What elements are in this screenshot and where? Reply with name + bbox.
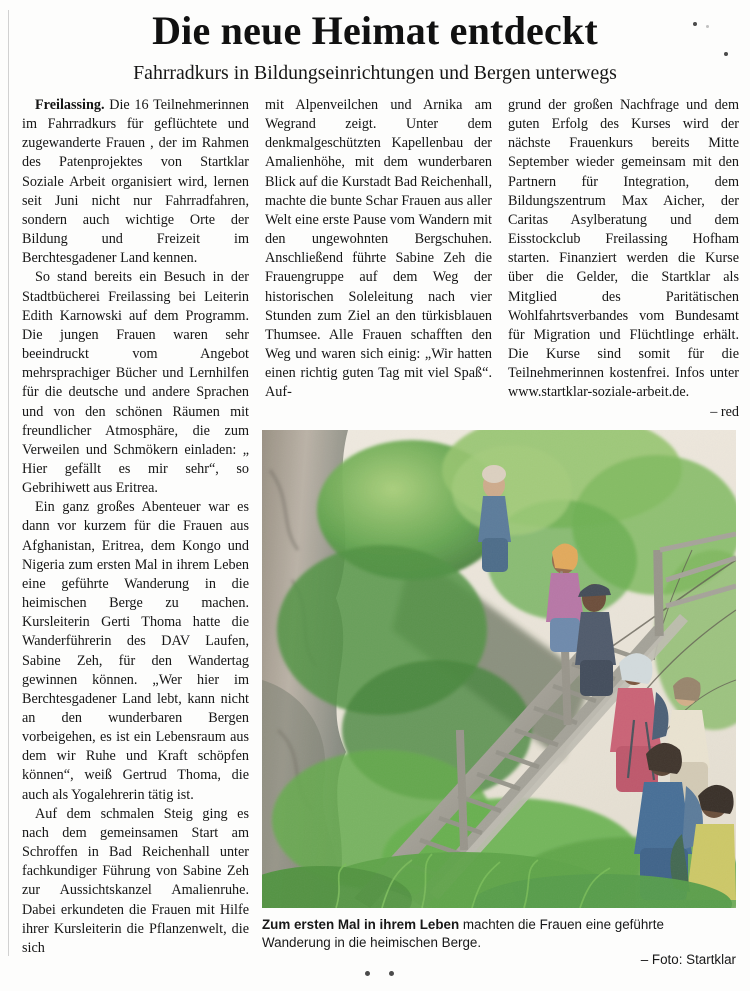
paragraph-lead-text: Die 16 Teilnehmerinnen im Fahrradkurs für geflüchtete und zugewanderte Frauen , der im Rahmen des Patenprojektes von Startklar Soziale Arbeit organisiert wird, lernen seit Juni nicht nur Fahrradfahren, sondern auch wichtige Orte der Bildung und Freizeit im Berchtesgadener Land kennen.: [22, 97, 249, 267]
page-title: Die neue Heimat entdeckt: [152, 8, 598, 53]
photo-canvas: [262, 430, 736, 908]
article-column-2: [265, 96, 492, 403]
paragraph: Auf dem schmalen Steig ging es nach dem gemeinsamen Start am Schroffen in Bad Reichenhall unter fachkundiger Führung von Sabine Zeh zur Aussichtskanzel Amalienruhe. Dabei erkundeten die Frauen mit Hilfe ihrer Kursleiterin die Pflanzenwelt, die sich: [22, 805, 249, 956]
article-photo: [262, 430, 736, 908]
scan-speck: [389, 971, 394, 976]
byline-row: [508, 403, 739, 422]
photo-credit-row: [262, 951, 736, 969]
paragraph: Ein ganz großes Abenteuer war es dann vor kurzem für die Frauen aus Afghanistan, Eritrea, dem Kongo und Nigeria zum ersten Mal in ihrem Leben eine geführte Wanderung in die heimischen Berge zu machen. Kursleiterin Gerti Thoma hatte die Wanderführerin des DAV Laufen, Sabine Zeh, für den Wandertag gewinnen können. „Wer hier im Berchtesgadener Land lebt, kann nicht an den wunderbaren Bergen vorbeigehen, es ist ein Lebensraum aus dem wir Ruhe und Kraft schöpfen können“, weiß Gertrud Thoma, die auch als Yogalehrerin tätig ist.: [22, 499, 249, 803]
scan-speck: [560, 571, 563, 574]
masthead: [18, 8, 732, 86]
article-column-1: [22, 96, 249, 958]
page-subtitle: Fahrradkurs in Bildungseinrichtungen und Bergen unterwegs: [133, 62, 617, 84]
scan-speck: [706, 25, 709, 28]
byline: – red: [710, 403, 739, 420]
paragraph-lead: [22, 96, 249, 268]
caption-lead: Zum ersten Mal in ihrem Leben: [262, 917, 460, 932]
article-column-3: [508, 96, 739, 422]
photo-credit: – Foto: Startklar: [640, 952, 736, 968]
paragraph: So stand bereits ein Besuch in der Stadtbücherei Freilassing bei Leiterin Edith Karnowski auf dem Programm. Die jungen Frauen waren sehr beeindruckt vom Angebot mehrsprachiger Bücher und Lernhilfen für die deutsche und andere Sprachen und von den schönen Räumen mit freundlicher Atmosphäre, die zum Verweilen und Schmökern einladen: „ Hier gefällt es mir sehr“, so Gebrihiwett aus Eritrea.: [22, 269, 249, 497]
caption-text: machten die Frauen eine geführte Wanderung in die heimischen Berge.: [262, 917, 664, 950]
page-left-rule: [8, 10, 9, 956]
paragraph: mit Alpenveilchen und Arnika am Wegrand zeigt. Unter dem denkmalgeschützten Kapellenbau der Amalienhöhe, mit dem wunderbaren Blick auf die Kurstadt Bad Reichenhall, machte die bunte Schar Frauen aus aller Welt eine erste Pause vom Wandern mit den ungewohnten Bergschuhen. Anschließend führte Sabine Zeh die Frauengruppe auf dem Weg der historischen Soleleitung nach vier Stunden zum Ziel an den türkisblauen Thumsee. Alle Frauen schafften den Weg und waren sich einig: „Wir hatten einen richtig guten Tag mit viel Spaß“. Auf-: [265, 97, 492, 401]
scan-speck: [365, 971, 370, 976]
paragraph: grund der großen Nachfrage und dem guten Erfolg des Kurses wird der nächste Frauenkurs bereits Mitte September wieder gemeinsam mit den Partnern für Integration, dem Bildungszentrum Max Aicher, der Caritas Asylberatung und dem Eisstockclub Freilassing Hofham starten. Finanziert werden die Kurse über die Gelder, die Startklar als Mitglied des Paritätischen Wohlfahrtsverbandes vom Bundesamt für Migration und Flüchtlinge erhält. Die Kurse sind somit für die Teilnehmerinnen kostenfrei. Infos unter www.startklar-soziale-arbeit.de.: [508, 97, 739, 401]
photo-illustration: [262, 430, 736, 908]
scan-speck: [693, 22, 697, 26]
photo-caption: [262, 916, 736, 969]
dateline: Freilassing.: [35, 97, 105, 113]
scan-speck: [724, 52, 728, 56]
